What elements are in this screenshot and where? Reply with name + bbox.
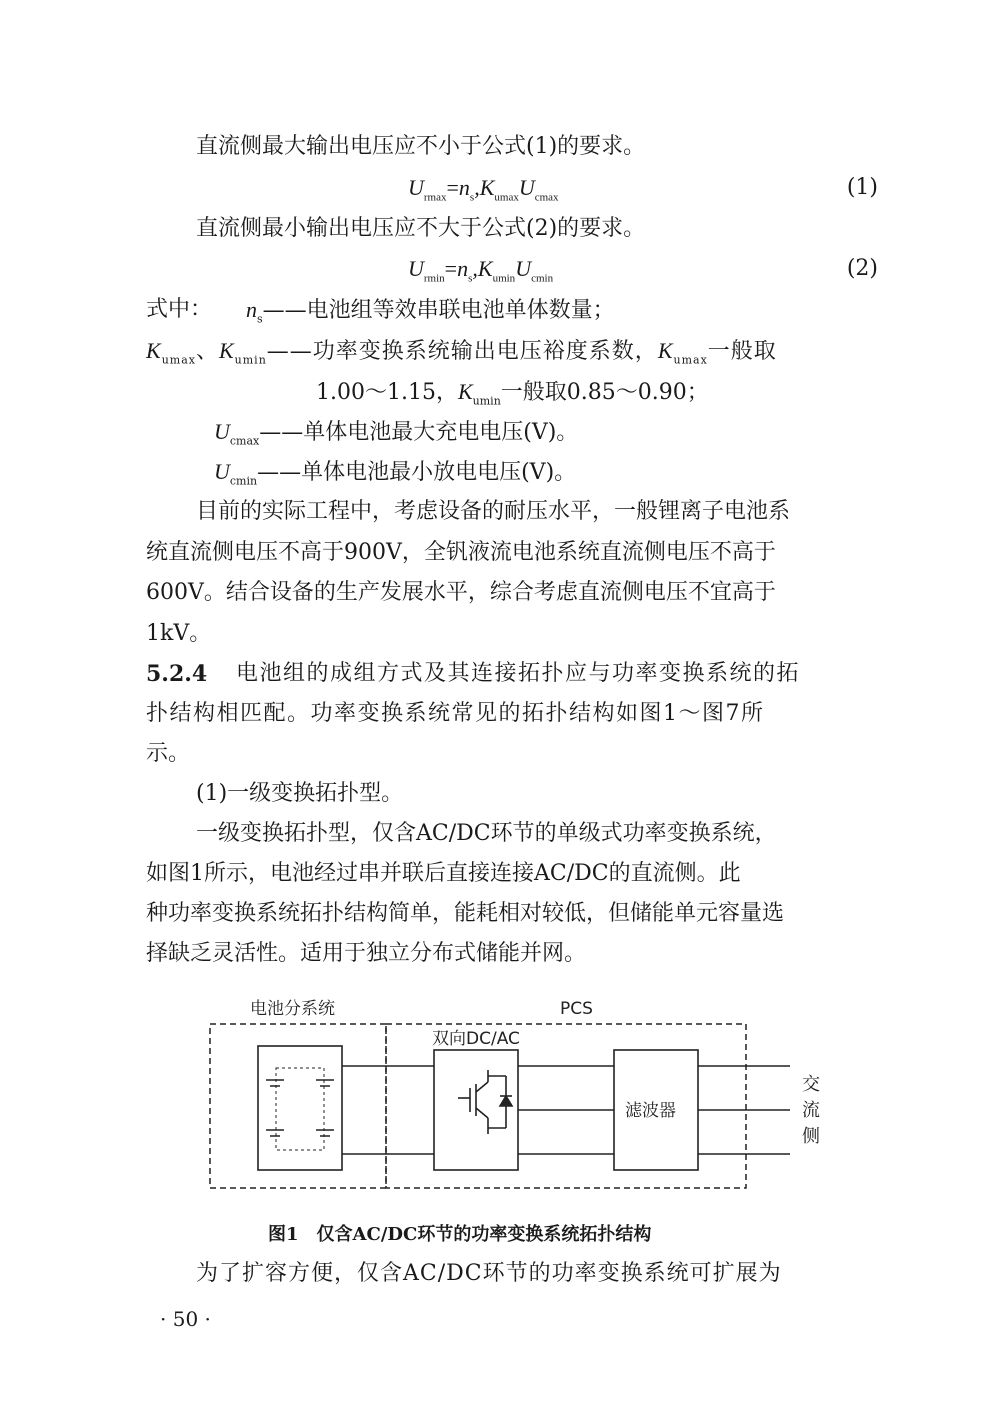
equation-2: $U_{rmin}=n_s,K_{umin}U_{cmin}$ (408, 256, 554, 285)
where-label: 式中： (146, 297, 213, 322)
filter-label: 滤波器 (625, 1101, 676, 1121)
paragraph-engineering-l4: 1kV。 (146, 621, 212, 646)
paragraph-expansion-l1: 为了扩容方便，仅含AC/DC环节的功率变换系统可扩展为 (196, 1261, 782, 1286)
paragraph-single-stage-l4: 择缺乏灵活性。适用于独立分布式储能并网。 (146, 941, 587, 966)
battery-subsystem-boundary (210, 1024, 386, 1188)
ac-side-char-3: 侧 (802, 1126, 820, 1147)
section-5-2-4-l1: 电池组的成组方式及其连接拓扑应与功率变换系统的拓 (236, 661, 801, 686)
section-number-5-2-4: 5.2.4 (146, 661, 208, 687)
ac-side-char-1: 交 (802, 1074, 820, 1095)
paragraph-engineering-l2: 统直流侧电压不高于900V，全钒液流电池系统直流侧电压不高于 (146, 540, 776, 565)
definition-k-range: 1.00～1.15，$K_{umin}$一般取0.85～0.90； (316, 379, 709, 408)
equation-2-number: (2) (846, 256, 878, 281)
dcac-label: 双向DC/AC (432, 1029, 520, 1049)
paragraph-engineering-l3: 600V。结合设备的生产发展水平，综合考虑直流侧电压不宜高于 (146, 580, 776, 605)
definition-ucmax: $U_{cmax}——$单体电池最大充电电压(V)。 (214, 419, 579, 448)
section-5-2-4-l3: 示。 (146, 741, 191, 766)
pcs-label: PCS (560, 999, 593, 1019)
equation-1-number: (1) (846, 175, 878, 200)
paragraph-single-stage-l3: 种功率变换系统拓扑结构简单，能耗相对较低，但储能单元容量选 (146, 901, 785, 926)
equation-1: $U_{rmax}=n_s,K_{umax}U_{cmax}$ (408, 175, 559, 204)
battery-box (258, 1046, 342, 1170)
page-number: · 50 · (160, 1307, 211, 1331)
paragraph-min-voltage: 直流侧最小输出电压应不大于公式(2)的要求。 (196, 216, 646, 241)
definition-k: $K_{umax}$、$K_{umin}——$功率变换系统输出电压裕度系数，$K_{umax}$一般取 (146, 338, 777, 367)
section-5-2-4-l2: 扑结构相匹配。功率变换系统常见的拓扑结构如图1～图7所 (146, 701, 765, 726)
paragraph-single-stage-l1: 一级变换拓扑型，仅含AC/DC环节的单级式功率变换系统， (196, 821, 777, 846)
subsection-heading-1: (1)一级变换拓扑型。 (196, 781, 404, 806)
definition-ucmin: $U_{cmin}——$单体电池最小放电电压(V)。 (214, 459, 577, 488)
ac-side-char-2: 流 (802, 1100, 820, 1121)
paragraph-single-stage-l2: 如图1所示，电池经过串并联后直接连接AC/DC的直流侧。此 (146, 861, 741, 886)
figure-1-caption: 图1 仅含AC/DC环节的功率变换系统拓扑结构 (268, 1224, 652, 1245)
definition-ns: $n_s——$电池组等效串联电池单体数量； (246, 297, 615, 326)
battery-subsystem-label: 电池分系统 (250, 999, 335, 1019)
paragraph-engineering-l1: 目前的实际工程中，考虑设备的耐压水平，一般锂离子电池系 (196, 499, 791, 524)
igbt-icon (458, 1070, 512, 1134)
figure-1-topology-diagram (0, 990, 1000, 1220)
paragraph-max-voltage: 直流侧最大输出电压应不小于公式(1)的要求。 (196, 134, 646, 159)
